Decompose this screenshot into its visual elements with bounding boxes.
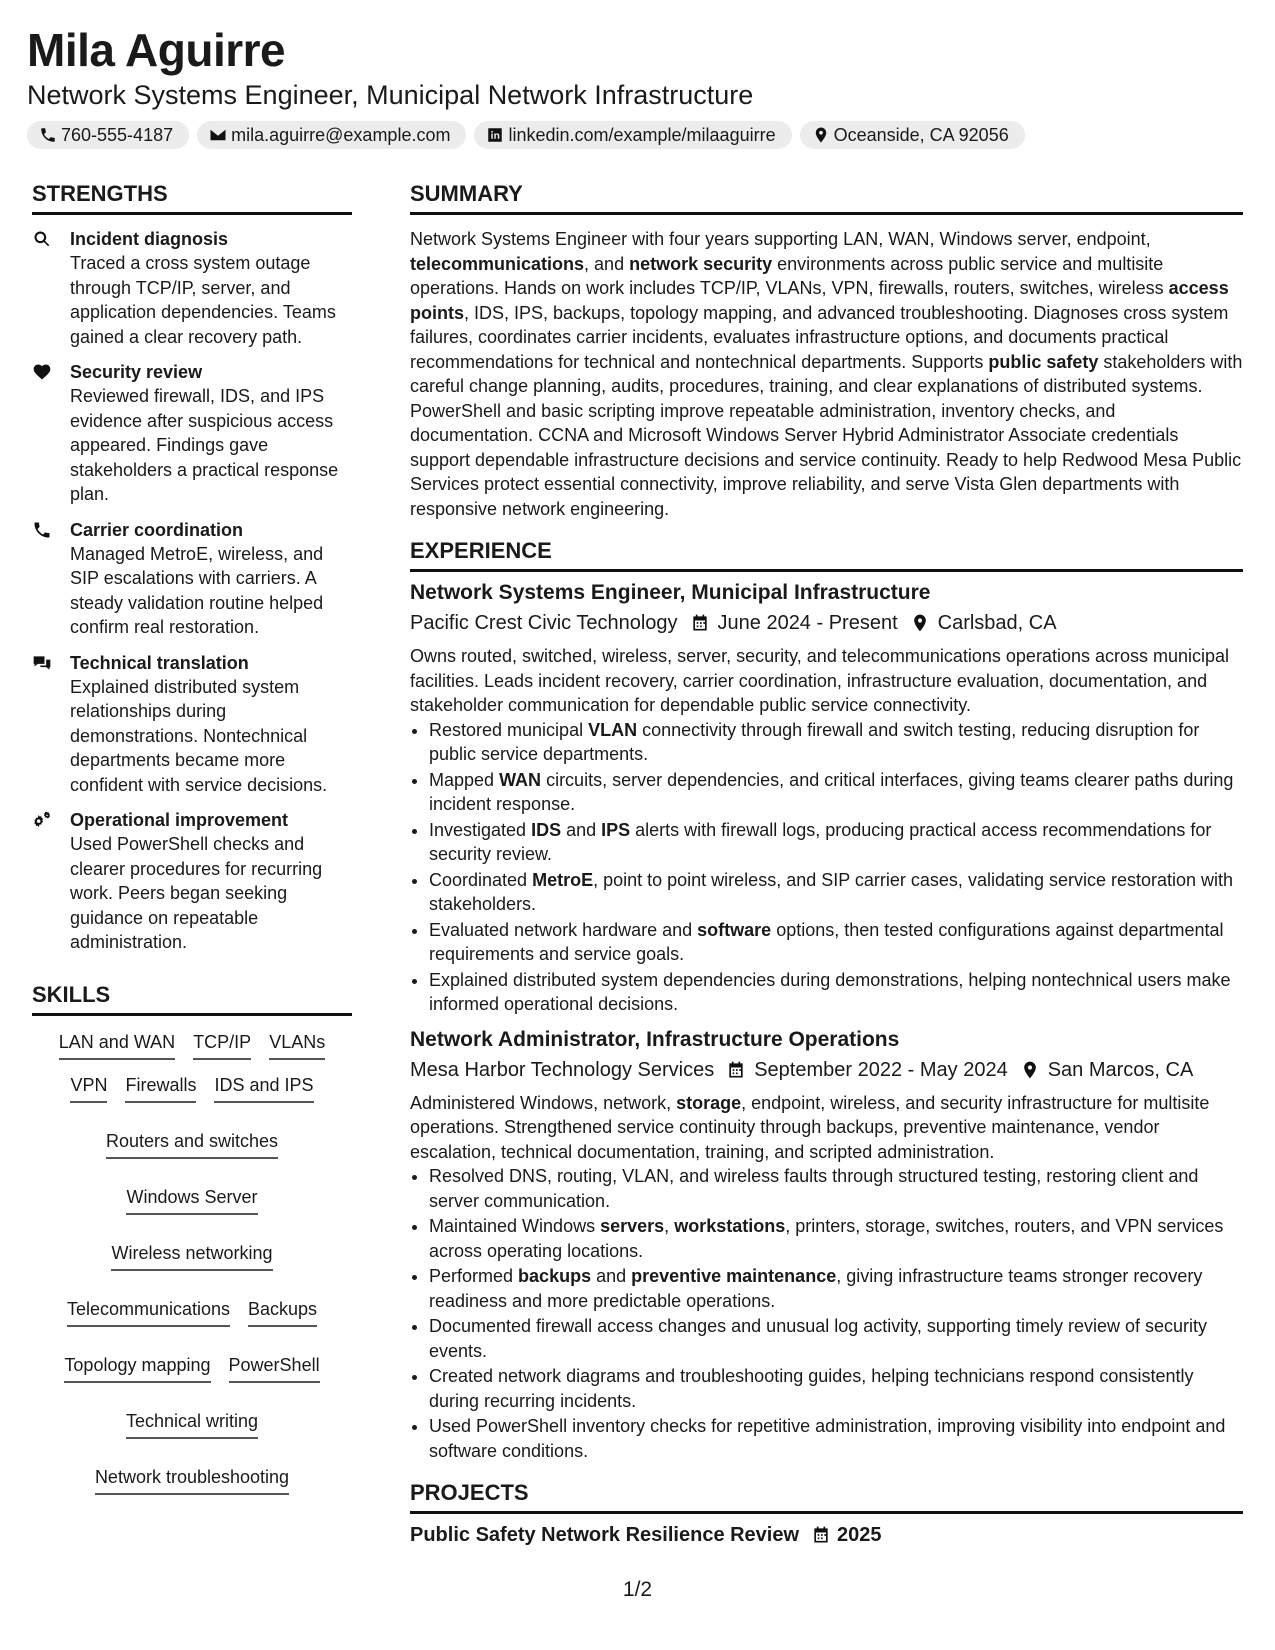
strength-desc: Explained distributed system relationships during demonstrations. Nontechnical departments became more confident with service decisions. xyxy=(70,676,328,795)
job-bullet: • Investigated IDS and IPS alerts with firewall logs, producing practical access recommendations for security review. xyxy=(429,818,1243,867)
magnifier-icon xyxy=(32,229,52,249)
linkedin-icon xyxy=(486,126,504,144)
skill-tag: Wireless networking xyxy=(111,1241,272,1271)
skill-tag: TCP/IP xyxy=(193,1030,251,1060)
strength-item xyxy=(32,360,352,507)
skills-heading: SKILLS xyxy=(32,979,352,1016)
projects-heading: PROJECTS xyxy=(410,1477,1243,1514)
skill-tag: PowerShell xyxy=(229,1353,320,1383)
job-bullet: • Resolved DNS, routing, VLAN, and wireless faults through structured testing, restoring client and server communication. xyxy=(429,1164,1243,1213)
skill-tag: Network troubleshooting xyxy=(95,1465,289,1495)
job-bullet: • Coordinated MetroE, point to point wireless, and SIP carrier cases, validating service restoration with stakeholders. xyxy=(429,868,1243,917)
strength-item xyxy=(32,651,352,798)
job-company: Pacific Crest Civic Technology xyxy=(410,612,678,634)
strength-desc: Reviewed firewall, IDS, and IPS evidence after suspicious access appeared. Findings gave stakeholders a practical response plan. xyxy=(70,386,339,504)
job-entry xyxy=(410,578,1243,1017)
job-entry xyxy=(410,1025,1243,1464)
right-column xyxy=(410,178,1243,1550)
job-meta xyxy=(410,1055,1243,1085)
job-bullet: • Created network diagrams and troubleshooting guides, helping technicians respond consistently during recurring incidents. xyxy=(429,1364,1243,1413)
strength-item xyxy=(32,808,352,955)
left-column xyxy=(32,178,352,1495)
strength-item xyxy=(32,227,352,349)
summary-text: Network Systems Engineer with four years supporting LAN, WAN, Windows server, endpoint, telecommunications, and network security environments across public service and multisite operations. Hands on work includes TCP/IP, VLANs, VPN, firewalls, routers, switches, wireless access points, IDS, IPS, backups, topology mapping, and advanced troubleshooting. Diagnoses cross system failures, coordinates carrier incidents, evaluates infrastructure options, and documents practical recommendations for technical and nontechnical departments. Supports public safety stakeholders with careful change planning, audits, procedures, training, and clear explanations of distributed systems. PowerShell and basic scripting improve repeatable administration, inventory checks, and documentation. CCNA and Microsoft Windows Server Hybrid Administrator Associate credentials support dependable infrastructure decisions and service continuity. Ready to help Redwood Mesa Public Services protect essential connectivity, improve reliability, and serve Vista Glen departments with responsive network engineering. xyxy=(410,229,1243,519)
page-number: 1/2 xyxy=(622,1578,653,1601)
job-bullet: • Used PowerShell inventory checks for repetitive administration, improving visibility into endpoint and software conditions. xyxy=(429,1414,1243,1463)
candidate-title: Network Systems Engineer, Municipal Network Infrastructure xyxy=(27,80,754,110)
strength-desc: Traced a cross system outage through TCP/IP, server, and application dependencies. Teams gained a clear recovery path. xyxy=(70,253,336,347)
skill-tag: VLANs xyxy=(269,1030,325,1060)
job-bullets xyxy=(410,718,1243,1017)
skill-tag: VPN xyxy=(70,1073,107,1103)
job-overview: Owns routed, switched, wireless, server, security, and telecommunications operations across municipal facilities. Leads incident recovery, carrier coordination, infrastructure evaluation, documentation, and stakeholder communication for dependable public service connectivity. xyxy=(410,646,1230,715)
project-entry xyxy=(410,1520,1243,1550)
job-location: San Marcos, CA xyxy=(1047,1058,1194,1081)
contact-location xyxy=(800,121,1025,149)
candidate-name: Mila Aguirre xyxy=(27,24,286,76)
calendar-icon xyxy=(811,1525,831,1545)
skill-tag: LAN and WAN xyxy=(59,1030,175,1060)
job-location: Carlsbad, CA xyxy=(937,612,1057,634)
contact-email[interactable] xyxy=(197,121,466,149)
gears-icon xyxy=(32,810,52,830)
job-bullet: • Explained distributed system dependencies during demonstrations, helping nontechnical users make informed operational decisions. xyxy=(429,968,1243,1017)
strength-title: Technical translation xyxy=(70,652,249,673)
skill-tag: Technical writing xyxy=(126,1409,258,1439)
project-year: 2025 xyxy=(837,1524,882,1546)
job-bullet: • Mapped WAN circuits, server dependencies, and critical interfaces, giving teams clearer paths during incident response. xyxy=(429,768,1243,817)
contact-linkedin[interactable] xyxy=(474,121,791,149)
job-dates: June 2024 - Present xyxy=(717,612,898,634)
skill-tag: IDS and IPS xyxy=(214,1073,313,1103)
contact-email-text: mila.aguirre@example.com xyxy=(231,124,451,145)
skill-tag: Topology mapping xyxy=(64,1353,210,1383)
calendar-icon xyxy=(690,613,710,633)
job-dates: September 2022 - May 2024 xyxy=(754,1058,1008,1081)
heart-icon xyxy=(32,362,52,382)
skill-tag: Backups xyxy=(248,1297,317,1327)
skill-tag: Windows Server xyxy=(126,1185,257,1215)
strength-title: Security review xyxy=(70,362,203,382)
job-company: Mesa Harbor Technology Services xyxy=(410,1058,715,1081)
location-pin-icon xyxy=(1020,1060,1040,1080)
job-bullet: • Documented firewall access changes and unusual log activity, supporting timely review of security events. xyxy=(429,1314,1243,1363)
contact-location-text: Oceanside, CA 92056 xyxy=(833,124,1009,145)
resume-header xyxy=(27,22,1248,149)
strength-title: Operational improvement xyxy=(70,810,289,830)
skill-tag: Routers and switches xyxy=(106,1129,278,1159)
phone-icon xyxy=(32,520,52,540)
project-title: Public Safety Network Resilience Review xyxy=(410,1524,800,1546)
strengths-heading: STRENGTHS xyxy=(32,178,352,215)
location-pin-icon xyxy=(910,613,930,633)
skills-list xyxy=(32,1030,352,1495)
job-bullets xyxy=(410,1164,1243,1463)
contact-phone[interactable] xyxy=(27,121,189,149)
strength-title: Carrier coordination xyxy=(70,519,244,540)
job-title: Network Systems Engineer, Municipal Infrastructure xyxy=(410,581,931,604)
summary-heading: SUMMARY xyxy=(410,178,1243,215)
job-overview: Administered Windows, network, storage, endpoint, wireless, and security infrastructure for multisite operations. Strengthened service continuity through backups, preventive maintenance, vendor escalation, technical documentation, training, and scripted administration. xyxy=(410,1092,1210,1162)
strength-desc: Managed MetroE, wireless, and SIP escalations with carriers. A steady validation routine helped confirm real restoration. xyxy=(70,543,324,637)
calendar-icon xyxy=(726,1060,746,1080)
skill-tag: Telecommunications xyxy=(67,1297,230,1327)
contact-bar xyxy=(27,121,1248,149)
envelope-icon xyxy=(209,126,227,144)
location-pin-icon xyxy=(812,126,830,144)
phone-icon xyxy=(39,126,57,144)
job-bullet: • Restored municipal VLAN connectivity through firewall and switch testing, reducing disruption for public service departments. xyxy=(429,718,1243,767)
job-meta xyxy=(410,608,1243,638)
job-bullet: • Performed backups and preventive maintenance, giving infrastructure teams stronger recovery readiness and more predictable operations. xyxy=(429,1264,1243,1313)
strength-item xyxy=(32,518,352,640)
comments-icon xyxy=(32,653,52,673)
job-bullet: • Maintained Windows servers, workstations, printers, storage, switches, routers, and VPN services across operating locations. xyxy=(429,1214,1243,1263)
job-title: Network Administrator, Infrastructure Operations xyxy=(410,1027,900,1051)
contact-linkedin-text: linkedin.com/example/milaaguirre xyxy=(508,124,776,145)
strength-title: Incident diagnosis xyxy=(70,229,229,249)
strength-desc: Used PowerShell checks and clearer procedures for recurring work. Peers began seeking guidance on repeatable administration. xyxy=(70,834,323,952)
job-bullet: • Evaluated network hardware and software options, then tested configurations against departmental requirements and service goals. xyxy=(429,918,1243,967)
contact-phone-text: 760-555-4187 xyxy=(61,124,174,145)
experience-heading: EXPERIENCE xyxy=(410,535,1243,572)
skill-tag: Firewalls xyxy=(125,1073,196,1103)
